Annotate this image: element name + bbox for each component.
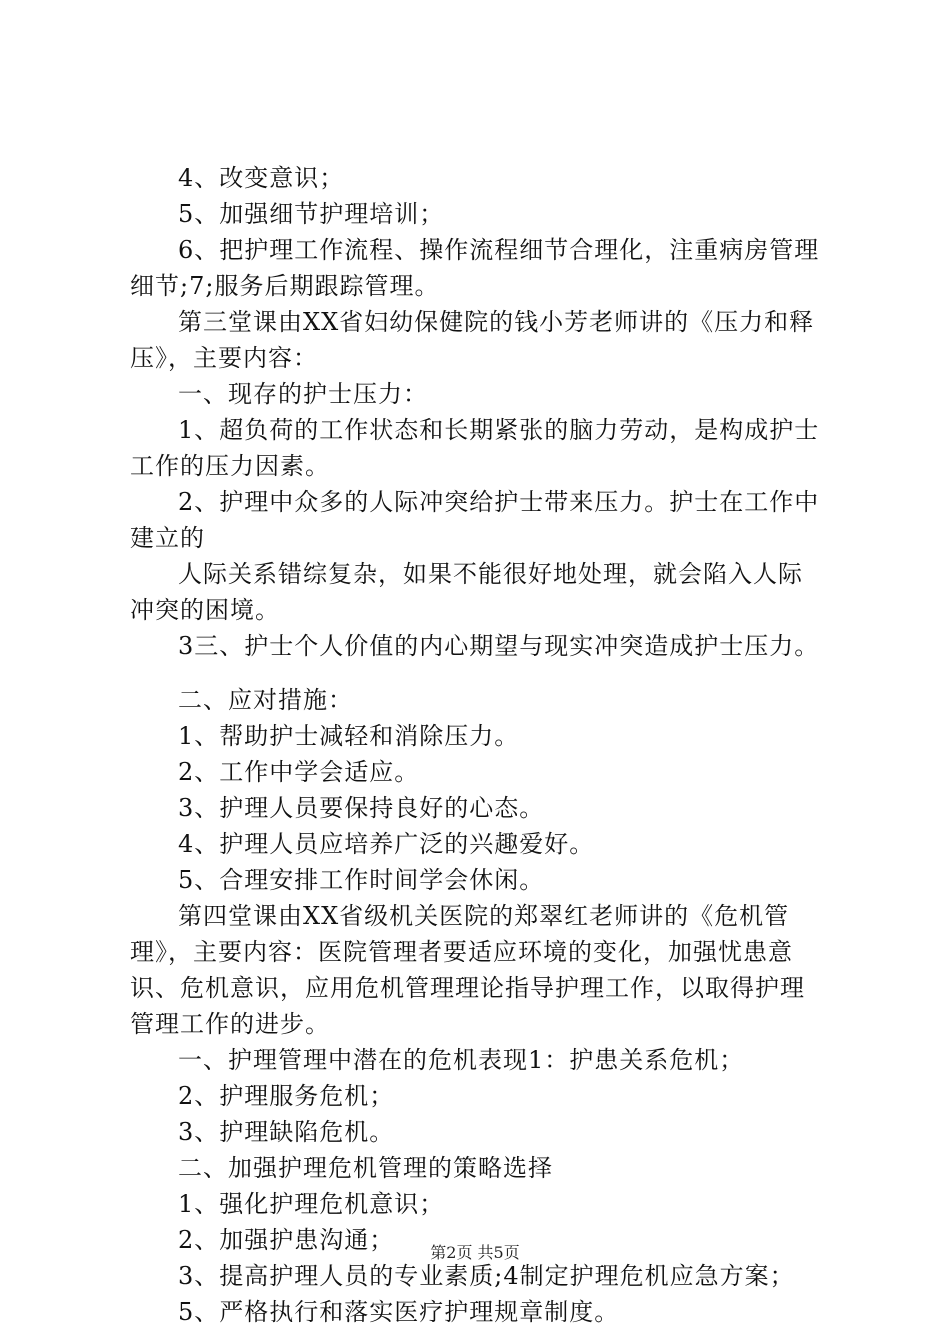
text-line: 二、应对措施： [178, 686, 353, 714]
text-line: 2、护理服务危机； [178, 1082, 395, 1110]
text-line: 第三堂课由XX省妇幼保健院的钱小芳老师讲的《压力和释 [178, 308, 815, 336]
text-line: 6、把护理工作流程、操作流程细节合理化，注重病房管理 [178, 236, 820, 264]
text-line: 4、护理人员应培养广泛的兴趣爱好。 [178, 830, 595, 858]
text-line: 1、帮助护士减轻和消除压力。 [178, 722, 520, 750]
text-line: 5、严格执行和落实医疗护理规章制度。 [178, 1298, 620, 1326]
text-line: 一、护理管理中潜在的危机表现1：护患关系危机； [178, 1046, 745, 1074]
text-line: 冲突的困境。 [130, 596, 280, 624]
text-line: 人际关系错综复杂，如果不能很好地处理，就会陷入人际 [178, 560, 803, 588]
text-line: 5、加强细节护理培训； [178, 200, 445, 228]
text-line: 2、护理中众多的人际冲突给护士带来压力。护士在工作中 [178, 488, 820, 516]
paragraph-gap [130, 664, 840, 682]
text-line: 建立的 [130, 524, 205, 552]
page-footer: 第2页 共5页 [430, 1243, 520, 1262]
text-line: 2、加强护患沟通； [178, 1226, 395, 1254]
text-line: 一、现存的护士压力： [178, 380, 428, 408]
text-line: 细节;7;服务后期跟踪管理。 [130, 272, 440, 300]
text-line: 工作的压力因素。 [130, 452, 330, 480]
text-line: 1、强化护理危机意识； [178, 1190, 445, 1218]
text-line: 1、超负荷的工作状态和长期紧张的脑力劳动，是构成护士 [178, 416, 820, 444]
text-line: 二、加强护理危机管理的策略选择 [178, 1154, 553, 1182]
text-line: 识、危机意识，应用危机管理理论指导护理工作，以取得护理 [130, 974, 805, 1002]
text-line: 第四堂课由XX省级机关医院的郑翠红老师讲的《危机管 [178, 902, 790, 930]
text-line: 理》，主要内容：医院管理者要适应环境的变化，加强忧患意 [130, 938, 793, 966]
document-body [130, 160, 840, 1330]
text-line: 4、改变意识； [178, 164, 345, 192]
text-line: 3三、护士个人价值的内心期望与现实冲突造成护士压力。 [178, 632, 820, 660]
text-line: 3、护理缺陷危机。 [178, 1118, 395, 1146]
text-line: 2、工作中学会适应。 [178, 758, 420, 786]
text-line: 3、护理人员要保持良好的心态。 [178, 794, 545, 822]
text-line: 压》，主要内容： [130, 344, 318, 372]
text-line: 5、合理安排工作时间学会休闲。 [178, 866, 545, 894]
text-line: 3、提高护理人员的专业素质;4制定护理危机应急方案； [178, 1262, 795, 1290]
text-line: 管理工作的进步。 [130, 1010, 330, 1038]
